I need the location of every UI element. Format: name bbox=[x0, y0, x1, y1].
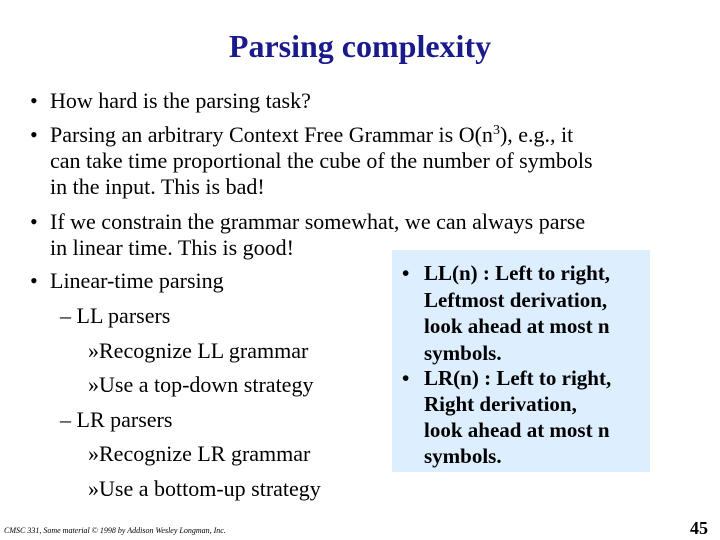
sub-ll-recognize: »Recognize LL grammar bbox=[88, 338, 309, 363]
sub-lr-parsers: – LR parsers bbox=[60, 407, 173, 432]
bullet-arbitrary-cfg bbox=[50, 122, 573, 148]
callout-lr-line4: symbols. bbox=[424, 444, 502, 468]
bullet-icon: • bbox=[402, 366, 410, 390]
callout-ll-line1: LL(n) : Left to right, bbox=[424, 261, 611, 285]
callout-ll-line4: symbols. bbox=[424, 341, 502, 365]
sub-lr-strategy: »Use a bottom-up strategy bbox=[88, 476, 321, 501]
cfg-text-post: ), e.g., it bbox=[499, 122, 574, 147]
callout-lr-line2: Right derivation, bbox=[424, 392, 577, 416]
bullet-arbitrary-cfg-line2: can take time proportional the cube of the number of symbols bbox=[50, 148, 593, 173]
bullet-icon: • bbox=[30, 209, 38, 234]
cubic-exponent: 3 bbox=[492, 123, 500, 138]
bullet-arbitrary-cfg-line3: in the input. This is bad! bbox=[50, 174, 265, 199]
sub-ll-strategy: »Use a top-down strategy bbox=[88, 372, 314, 397]
bullet-constrain: If we constrain the grammar somewhat, we can always parse bbox=[50, 209, 586, 234]
callout-ll-line3: look ahead at most n bbox=[424, 314, 610, 338]
bullet-constrain-line2: in linear time. This is good! bbox=[50, 235, 295, 260]
callout-box bbox=[392, 250, 650, 472]
slide-title: Parsing complexity bbox=[228, 28, 492, 64]
bullet-icon: • bbox=[402, 261, 410, 285]
bullet-how-hard: How hard is the parsing task? bbox=[50, 88, 311, 113]
bullet-linear-time: Linear-time parsing bbox=[50, 268, 224, 293]
sub-lr-recognize: »Recognize LR grammar bbox=[88, 441, 311, 466]
callout-ll-line2: Leftmost derivation, bbox=[424, 288, 608, 312]
page-number: 45 bbox=[690, 518, 708, 538]
bullet-icon: • bbox=[30, 268, 38, 293]
sub-ll-parsers: – LL parsers bbox=[60, 303, 171, 328]
callout-lr-line3: look ahead at most n bbox=[424, 418, 610, 442]
bullet-icon: • bbox=[30, 122, 38, 147]
footer-credit: CMSC 331, Some material © 1998 by Addison Wesley Longman, Inc. bbox=[4, 526, 226, 535]
bullet-icon: • bbox=[30, 88, 38, 113]
cfg-text-pre: Parsing an arbitrary Context Free Grammar is O(n bbox=[50, 122, 493, 147]
callout-lr-line1: LR(n) : Left to right, bbox=[424, 366, 612, 390]
